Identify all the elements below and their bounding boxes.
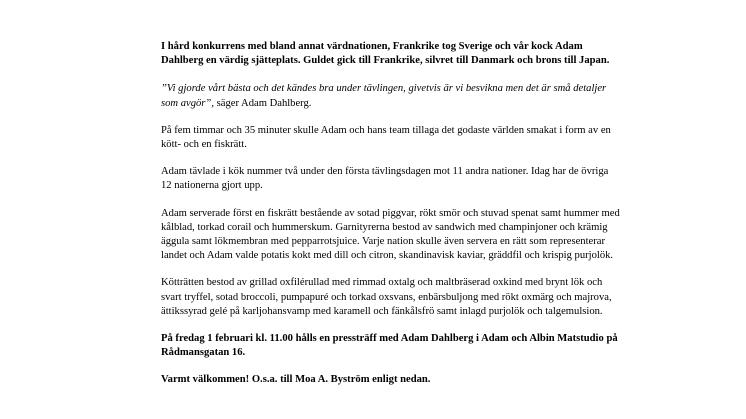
body-paragraph-3: Adam serverade först en fiskrätt bestående av sotad piggvar, rökt smör och stuvad spenat samt hummer med kålblad, torkad corail och hummerskum. Garnityrerna bestod av sandwich med champinjoner och krämig äggula samt lökmembran med pepparrotsjuice. Varje nation skulle även servera en rätt som representerar landet och Adam valde potatis kokt med dill och citron, skandinavisk kaviar, gräddfil och krispig purjolök.: [161, 207, 620, 262]
quote-attribution: säger Adam Dahlberg.: [213, 97, 312, 109]
welcome-paragraph: Varmt välkommen! O.s.a. till Moa A. Byström enligt nedan.: [161, 374, 431, 386]
quote-text: ”Vi gjorde vårt bästa och det kändes bra under tävlingen, givetvis är vi besvikna men det är små detaljer som avgör”,: [161, 83, 607, 109]
document-body: [161, 40, 621, 401]
quote-paragraph: [161, 82, 621, 110]
body-paragraph-1: På fem timmar och 35 minuter skulle Adam och hans team tillaga det godaste världen smakat i form av en kött- och en fiskrätt.: [161, 124, 611, 151]
body-paragraph-2: Adam tävlade i kök nummer två under den första tävlingsdagen mot 11 andra nationer. Idag har de övriga 12 nationerna gjort upp.: [161, 166, 609, 192]
press-info-paragraph: På fredag 1 februari kl. 11.00 hålls en pressträff med Adam Dahlberg i Adam och Albin Matstudio på Rådmansgatan 16.: [161, 333, 618, 359]
body-paragraph-4: Kötträtten bestod av grillad oxfilérullad med rimmad oxtalg och maltbräserad oxkind med brynt lök och svart tryffel, sotad broccoli, pumpapuré och torkad oxsvans, enbärsbuljong med rökt oxmärg och majrova, ättikssyrad gelé på karljohansvamp med karamell och fänkålsfrö samt inlagd purjolök och talgemulsion.: [161, 277, 612, 317]
lead-paragraph: I hård konkurrens med bland annat värdnationen, Frankrike tog Sverige och vår kock Adam Dahlberg en värdig sjätteplats. Guldet gick till Frankrike, silvret till Danmark och brons till Japan.: [161, 41, 610, 67]
